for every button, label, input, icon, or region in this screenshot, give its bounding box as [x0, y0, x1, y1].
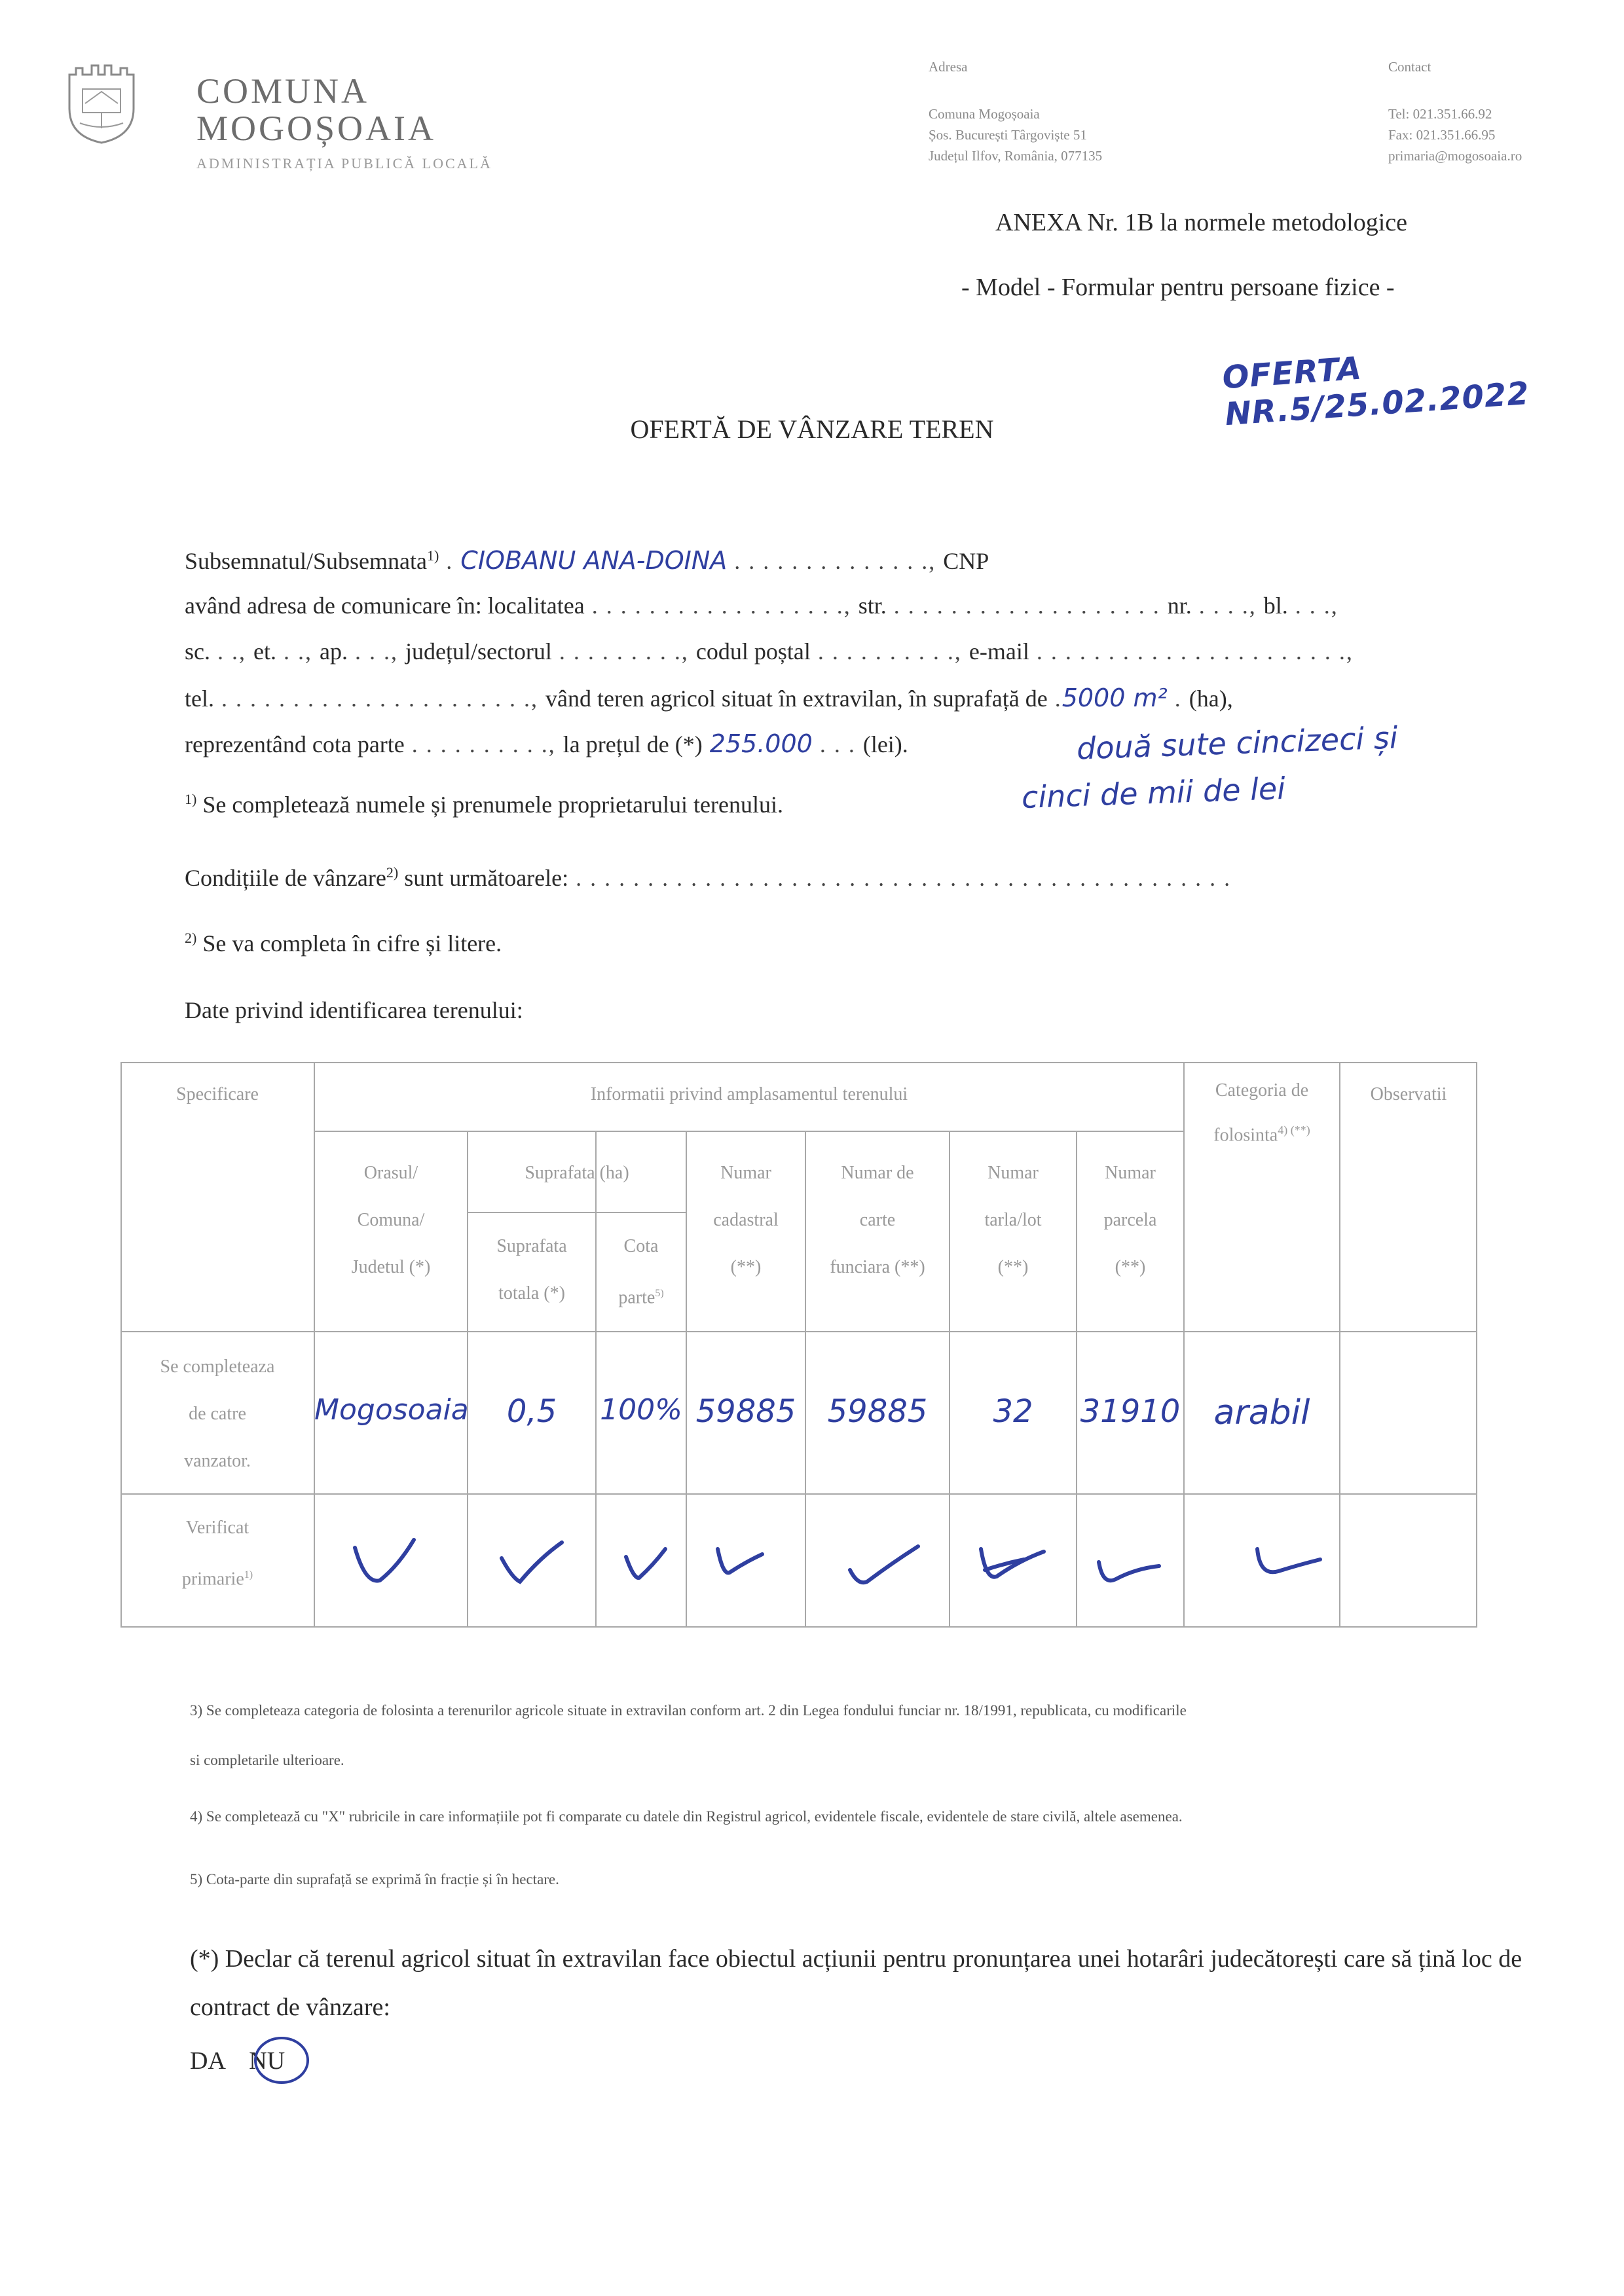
cell-tarla[interactable]: 32 [993, 1393, 1033, 1430]
label-bl: bl. [1263, 592, 1288, 619]
header-line: funciara (**) [830, 1257, 925, 1277]
cell-suprafata-totala[interactable]: 0,5 [506, 1393, 557, 1430]
header-cota-parte [596, 1223, 686, 1321]
row-label-vanzator [120, 1343, 314, 1485]
header-line: (**) [1115, 1257, 1146, 1277]
label-sc: sc. [185, 638, 210, 665]
label-nr: nr. [1167, 592, 1192, 619]
brand-line-2: MOGOȘOAIA [196, 109, 437, 148]
label-county: județul/sectorul [405, 638, 552, 665]
cell-categoria[interactable]: arabil [1213, 1393, 1310, 1432]
header-categoria [1184, 1071, 1340, 1155]
header-categoria-text: Categoria de folosinta [1213, 1080, 1309, 1146]
header-parcela [1077, 1150, 1184, 1291]
check-mark-icon [346, 1532, 424, 1591]
form-line-name: Subsemnatul/Subsemnata$^{1)}$ . CIOBANU ANA-DOINA . . . . . . . . . . . . . ., CNP [185, 546, 989, 575]
footnote-ref: 1) [426, 547, 439, 564]
header-carte-funciara [805, 1150, 950, 1291]
footnote-ref: 2) [386, 864, 399, 881]
label-email: e-mail [969, 638, 1029, 665]
row-label-line: vanzator. [184, 1451, 251, 1471]
check-mark-icon [494, 1532, 572, 1591]
footnote-ref: 4) (**) [1278, 1123, 1310, 1137]
footnote-ref: 5) [655, 1288, 664, 1299]
address-label: Adresa [929, 59, 968, 75]
label-et: et. [253, 638, 276, 665]
check-mark-icon [619, 1540, 672, 1586]
check-mark-icon [841, 1536, 926, 1595]
header-nr-cadastral [686, 1150, 805, 1291]
label-ap: ap. [319, 638, 348, 665]
cell-carte-funciara[interactable]: 59885 [827, 1393, 928, 1430]
footnote-ref: 1) [244, 1569, 253, 1580]
label-street: str. [858, 592, 887, 619]
contact-label: Contact [1388, 59, 1431, 75]
contact-line: primaria@mogosoaia.ro [1388, 148, 1522, 164]
form-line-area: tel. . . . . . . . . . . . . . . . . . . . . . ., vând teren agricol situat în extravilan, în suprafață de .5000 m² . (ha), [185, 683, 1233, 712]
annex-heading: ANEXA Nr. 1B la normele metodologice [995, 209, 1407, 236]
footnote-3: 3) Se completeaza categoria de folosinta a terenurilor agricole situate in extravilan conform art. 2 din Legea fondului funciar nr. 18/1991, republicata, cu modificarile [190, 1702, 1187, 1719]
offer-number-handwritten: OFERTA NR.5/25.02.2022 [1221, 350, 1531, 433]
header-oras-line: Judetul (*) [351, 1257, 431, 1277]
footnote-ref: 2) [185, 930, 197, 946]
label-postal-code: codul poștal [695, 638, 811, 665]
check-mark-icon [710, 1535, 769, 1587]
owner-name-field[interactable]: CIOBANU ANA-DOINA [460, 546, 728, 575]
address-block [929, 56, 1102, 166]
header-line: parte [618, 1287, 655, 1308]
label-lei: (lei). [862, 731, 908, 757]
row-label-primarie [120, 1504, 314, 1603]
label-cota-parte: reprezentând cota parte [185, 731, 405, 757]
header-line: (**) [730, 1257, 762, 1277]
header-line: Suprafata [496, 1236, 567, 1256]
row-label-line: Se completeaza [160, 1357, 275, 1377]
land-area-field[interactable]: 5000 m² [1061, 683, 1168, 712]
label-price: la prețul de (*) [563, 731, 703, 757]
address-line: Comuna Mogoșoaia [929, 106, 1040, 122]
declaration-text: (*) Declar că terenul agricol situat în extravilan face obiectul acțiunii pentru pronunțarea unei hotarâri judecătorești care să țină loc de contract de vânzare: [190, 1945, 1522, 2021]
header-observatii: Observatii [1370, 1084, 1447, 1104]
footnote-5: 5) Cota-parte din suprafață se exprimă în fracție și în hectare. [190, 1871, 559, 1887]
cell-cota-parte[interactable]: 100% [600, 1393, 682, 1427]
cell-parcela[interactable]: 31910 [1080, 1393, 1181, 1430]
land-table [120, 1062, 1477, 1628]
note-1-text: Se completează numele și prenumele proprietarului terenului. [202, 792, 783, 818]
header-line: parcela [1103, 1210, 1157, 1230]
header-specificare: Specificare [176, 1084, 259, 1104]
note-2 [185, 930, 502, 957]
land-data-title: Date privind identificarea terenului: [185, 997, 523, 1023]
header-info-amplasament: Informatii privind amplasamentul terenului [590, 1084, 908, 1104]
address-line: Șos. București Târgoviște 51 [929, 127, 1087, 143]
price-in-words-line-2: cinci de mii de lei [1021, 770, 1286, 816]
header-line: carte [859, 1210, 896, 1230]
label-conditions-b: sunt următoarele: [404, 865, 569, 891]
conditions-line: Condițiile de vânzare$^{2)}$ sunt următoarele: . . . . . . . . . . . . . . . . . . . . . . . . . . . . . . . . . . . . . . . . . . . . . . [185, 864, 1232, 891]
option-da-label: DA [190, 2047, 225, 2075]
row-label-line: primarie [181, 1569, 244, 1590]
row-label-line: de catre [189, 1404, 246, 1424]
header-tarla [950, 1150, 1077, 1291]
footnote-ref: 1) [185, 791, 197, 807]
row-label-line: Verificat [185, 1518, 249, 1538]
check-mark-icon [972, 1533, 1057, 1592]
brand-line-1: COMUNA [196, 71, 370, 111]
footnote-4: 4) Se completează cu "X" rubricile in care informațiile pot fi comparate cu datele din Registrul agricol, evidentele fiscale, evidentele de stare civilă, altele asemenea. [190, 1808, 1183, 1825]
header-suprafata-totala [468, 1223, 596, 1317]
header-line: (**) [997, 1257, 1029, 1277]
header-line: tarla/lot [984, 1210, 1042, 1230]
contact-line: Tel: 021.351.66.92 [1388, 106, 1492, 122]
contact-line: Fax: 021.351.66.95 [1388, 127, 1496, 143]
footnote-3-cont: si completarile ulterioare. [190, 1752, 344, 1768]
form-line-price: reprezentând cota parte . . . . . . . . . ., la prețul de (*) 255.000 . . . (lei). [185, 729, 908, 758]
cell-oras[interactable]: Mogosoaia [314, 1393, 469, 1427]
header-line: Numar de [841, 1163, 914, 1183]
note-1 [185, 791, 783, 818]
label-address: având adresa de comunicare în: localitatea [185, 592, 585, 619]
document-title: OFERTĂ DE VÂNZARE TEREN [630, 414, 994, 444]
check-mark-icon [1247, 1536, 1332, 1582]
header-oras-line: Orasul/ [363, 1163, 418, 1183]
header-suprafata: Suprafata (ha) [525, 1163, 629, 1183]
form-line-address-2: sc. . ., et. . ., ap. . . ., județul/sectorul . . . . . . . . ., codul poștal . . . . . . . . . ., e-mail . . . . . . . . . . . . . . . . . . . . . ., [185, 638, 1354, 665]
address-line: Județul Ilfov, România, 077135 [929, 148, 1103, 164]
brand-subtitle: ADMINISTRAȚIA PUBLICĂ LOCALĂ [196, 155, 492, 172]
header-oras [314, 1150, 468, 1291]
selected-circle-icon [253, 2035, 310, 2086]
header-line: Cota [623, 1236, 659, 1256]
header-line: Numar [987, 1163, 1039, 1183]
cell-nr-cadastral[interactable]: 59885 [695, 1393, 796, 1430]
option-nu-label: NU [249, 2047, 286, 2075]
label-subsemnatul: Subsemnatul/Subsemnata [185, 548, 427, 574]
note-2-text: Se va completa în cifre și litere. [202, 930, 502, 957]
form-line-address: având adresa de comunicare în: localitatea . . . . . . . . . . . . . . . . . ., str. . . . . . . . . . . . . . . . . . . . nr. . . . ., bl. . . ., [185, 592, 1338, 619]
header-line: cadastral [713, 1210, 779, 1230]
label-land-area: vând teren agricol situat în extravilan, în suprafață de [545, 685, 1048, 712]
header-line: Numar [720, 1163, 771, 1183]
model-heading: - Model - Formular pentru persoane fizice - [961, 274, 1395, 301]
label-tel: tel. [185, 685, 214, 712]
label-conditions: Condițiile de vânzare [185, 865, 386, 891]
header-line: totala (*) [498, 1283, 565, 1303]
coat-of-arms-icon [63, 63, 140, 145]
contact-block [1388, 56, 1522, 166]
header-line: Numar [1105, 1163, 1156, 1183]
header-oras-line: Comuna/ [357, 1210, 425, 1230]
price-in-words-line-1: două sute cincizeci și [1076, 720, 1399, 767]
price-field[interactable]: 255.000 [709, 729, 813, 758]
label-ha: (ha), [1189, 685, 1233, 712]
check-mark-icon [1090, 1539, 1168, 1591]
label-cnp: CNP [943, 548, 989, 574]
